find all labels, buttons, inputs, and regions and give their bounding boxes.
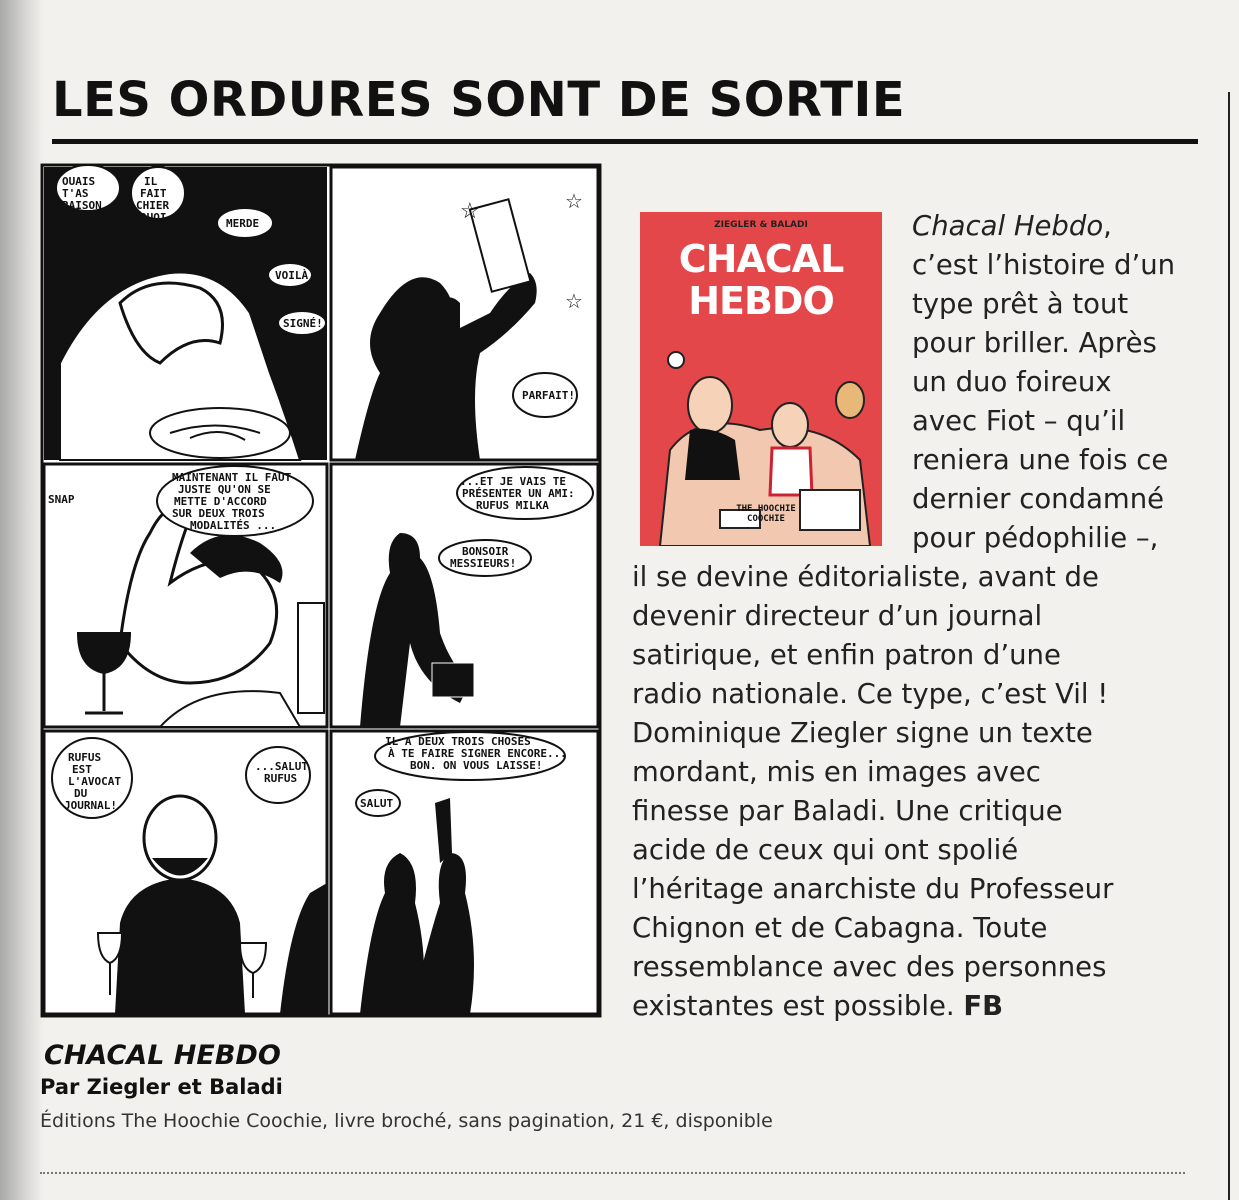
bubble-presenter: ...ET JE VAIS TE PRÉSENTER UN AMI: RUFUS MILKA (460, 475, 575, 512)
article-line-2: c’est l’histoire d’un (912, 249, 1176, 281)
author-signature: FB (963, 990, 1004, 1022)
title-underline (52, 139, 1198, 144)
column-rule (1228, 92, 1230, 1200)
bottom-dotted-rule (40, 1172, 1185, 1174)
article-line-4: pour briller. Après (912, 327, 1157, 359)
bubble-salut-rufus: ...SALUT RUFUS (255, 760, 308, 785)
cover-authors: ZIEGLER & BALADI (714, 220, 808, 230)
article-line-19: Chignon et de Cabagna. Toute (632, 912, 1048, 944)
comic-panel-2 (331, 167, 598, 460)
page-binding-shadow (0, 0, 44, 1200)
bubble-voila: VOILÀ (275, 269, 309, 282)
comic-panel-3 (44, 464, 327, 727)
cover-title: CHACAL HEBDO (678, 237, 844, 323)
article-line-3: type prêt à tout (912, 288, 1129, 320)
article-line-6: avec Fiot – qu’il (912, 405, 1126, 437)
bubble-salut: SALUT (360, 797, 394, 810)
book-cover (640, 212, 882, 546)
article-line-14: Dominique Ziegler signe un texte (632, 717, 1093, 749)
article-line-21: existantes est possible. FB (632, 990, 1004, 1022)
book-details: Éditions The Hoochie Coochie, livre broché, sans pagination, 21 €, disponible (40, 1110, 773, 1132)
article-line-8: dernier condamné (912, 483, 1165, 515)
cover-publisher: THE HOOCHIE COOCHIE (736, 504, 796, 524)
bubble-rufus-avocat: RUFUS EST L'AVOCAT DU JOURNAL! (64, 751, 121, 812)
svg-text:☆: ☆ (565, 291, 583, 313)
article-line-13: radio nationale. Ce type, c’est Vil ! (632, 678, 1109, 710)
article-line-20: ressemblance avec des personnes (632, 951, 1107, 983)
article-line-1: Chacal Hebdo, (912, 210, 1112, 242)
article-line-5: un duo foireux (912, 366, 1112, 398)
book-title: CHACAL HEBDO (44, 1040, 281, 1071)
article-line-16: finesse par Baladi. Une critique (632, 795, 1063, 827)
bubble-merde: MERDE (226, 217, 260, 230)
comic-panel-1 (44, 165, 327, 460)
bubble-maintenant: MAINTENANT IL FAUT JUSTE QU'ON SE METTE D'ACCORD SUR DEUX TROIS MODALITÉS ... (172, 471, 292, 532)
article-line-12: satirique, et enfin patron d’une (632, 639, 1061, 671)
article-line-17: acide de ceux qui ont spolié (632, 834, 1019, 866)
comic-strip (40, 163, 602, 1018)
bubble-fait-chier: IL FAIT CHIER QUOI (136, 175, 170, 224)
article-line-15: mordant, mis en images avec (632, 756, 1041, 788)
comic-panel-6 (331, 731, 598, 1014)
snap-sfx: SNAP (48, 493, 75, 506)
bubble-parfait: PARFAIT! (522, 389, 575, 402)
bubble-signer-encore: IL A DEUX TROIS CHOSES À TE FAIRE SIGNER ENCORE... BON. ON VOUS LAISSE! (385, 735, 567, 772)
comic-panel-4 (331, 464, 598, 727)
bubble-bonsoir: BONSOIR MESSIEURS! (450, 545, 517, 570)
article-line-9: pour pédophilie –, (912, 522, 1159, 554)
book-authors: Par Ziegler et Baladi (40, 1075, 283, 1099)
article-line-7: reniera une fois ce (912, 444, 1169, 476)
svg-text:☆: ☆ (565, 191, 583, 213)
comic-panel-5 (44, 731, 327, 1014)
bubble-signe: SIGNÉ! (283, 317, 323, 330)
article-title: LES ORDURES SONT DE SORTIE (52, 72, 906, 128)
article-line-11: devenir directeur d’un journal (632, 600, 1043, 632)
svg-text:☆: ☆ (460, 198, 480, 223)
bubble-ouais: OUAIS T'AS RAISON (62, 175, 102, 212)
article-line-18: l’héritage anarchiste du Professeur (632, 873, 1114, 905)
article-line-10: il se devine éditorialiste, avant de (632, 561, 1099, 593)
